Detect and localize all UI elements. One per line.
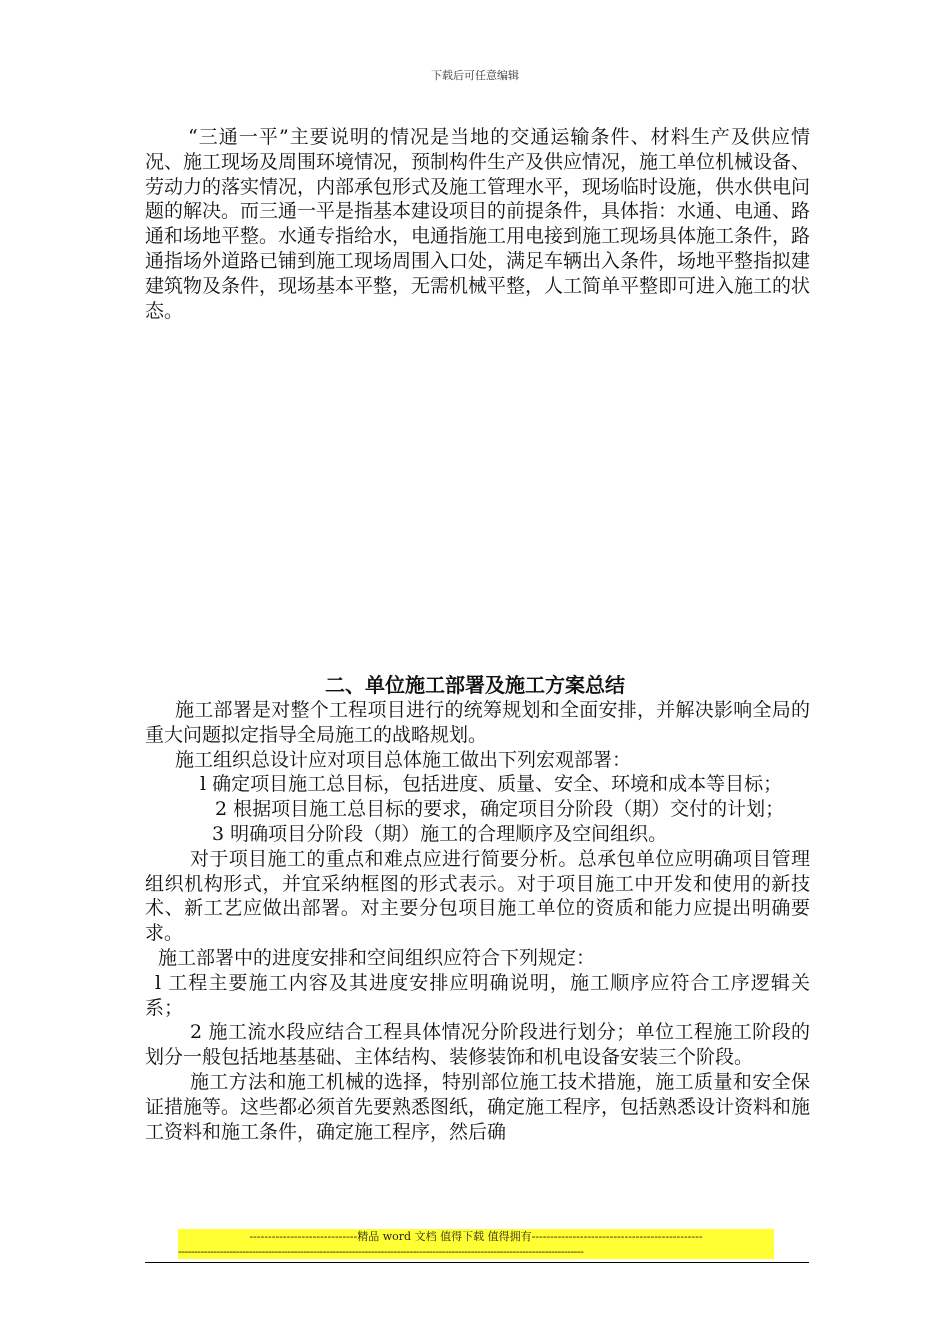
list-item: l 工程主要施工内容及其进度安排应明确说明，施工顺序应符合工序逻辑关系； <box>145 971 810 1019</box>
paragraph: 施工方法和施工机械的选择，特别部位施工技术措施，施工质量和安全保证措施等。这些都必须首先要熟悉图纸，确定施工程序，包括熟悉设计资料和施工资料和施工条件，确定施工程序，然后确 <box>145 1070 811 1143</box>
page-header-note: 下载后可任意编辑 <box>431 69 519 82</box>
footer-banner-line: -----------------------------精品 word 文档 值得下载 值得拥有---------------------------------------------- <box>249 1230 703 1243</box>
section2-heading: 二、单位施工部署及施工方案总结 <box>325 673 625 697</box>
footer-banner-line: ------------------------------------------------------------------------------------------------------------------------------ <box>178 1245 584 1258</box>
section2-body <box>145 698 810 1144</box>
footer-banner <box>178 1229 774 1259</box>
list-item: 2 施工流水段应结合工程具体情况分阶段进行划分；单位工程施工阶段的划分一般包括地基基础、主体结构、装修装饰和机电设备安装三个阶段。 <box>145 1021 810 1069</box>
paragraph: 施工部署中的进度安排和空间组织应符合下列规定： <box>158 946 596 969</box>
footer-rule <box>145 1262 809 1263</box>
list-item: 3 明确项目分阶段（期）施工的合理顺序及空间组织。 <box>212 822 668 845</box>
list-item: l 确定项目施工总目标，包括进度、质量、安全、环境和成本等目标； <box>200 773 783 796</box>
paragraph: 施工部署是对整个工程项目进行的统筹规划和全面安排，并解决影响全局的重大问题拟定指导全局施工的战略规划。 <box>145 699 810 746</box>
section1-body <box>145 125 810 323</box>
paragraph: 施工组织总设计应对项目总体施工做出下列宏观部署： <box>175 748 632 771</box>
paragraph-three-connections: “三通一平”主要说明的情况是当地的交通运输条件、材料生产及供应情况、施工现场及周围环境情况，预制构件生产及供应情况，施工单位机械设备、劳动力的落实情况，内部承包形式及施工管理水平，现场临时设施，供水供电问题的解决。而三通一平是指基本建设项目的前提条件，具体指：水通、电通、路通和场地平整。水通专指给水，电通指施工用电接到施工现场具体施工条件，路通指场外道路已铺到施工现场周围入口处，满足车辆出入条件，场地平整指拟建建筑物及条件，现场基本平整，无需机械平整，人工简单平整即可进入施工的状态。 <box>145 126 811 322</box>
list-item: 2 根据项目施工总目标的要求，确定项目分阶段（期）交付的计划； <box>215 798 785 821</box>
paragraph: 对于项目施工的重点和难点应进行简要分析。总承包单位应明确项目管理组织机构形式，并宜采纳框图的形式表示。对于项目施工中开发和使用的新技术、新工艺应做出部署。对主要分包项目施工单位的资质和能力应提出明确要求。 <box>145 847 810 945</box>
